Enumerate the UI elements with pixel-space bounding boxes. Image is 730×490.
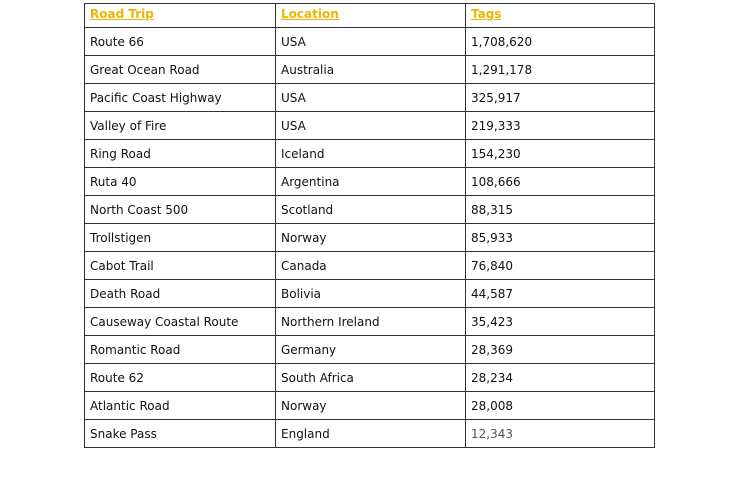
table-row	[85, 28, 655, 56]
cell-tags: 28,234	[466, 364, 655, 392]
column-header-road-trip: Road Trip	[85, 4, 276, 28]
cell-road-trip: Causeway Coastal Route	[85, 308, 276, 336]
cell-tags: 108,666	[466, 168, 655, 196]
table-row	[85, 224, 655, 252]
table-row	[85, 196, 655, 224]
cell-road-trip: Death Road	[85, 280, 276, 308]
cell-location: Northern Ireland	[276, 308, 466, 336]
cell-tags: 28,008	[466, 392, 655, 420]
cell-location: South Africa	[276, 364, 466, 392]
cell-location: Bolivia	[276, 280, 466, 308]
table-header-row	[85, 4, 655, 28]
cell-tags: 88,315	[466, 196, 655, 224]
cell-location: Scotland	[276, 196, 466, 224]
cell-tags: 154,230	[466, 140, 655, 168]
table-row	[85, 420, 655, 448]
cell-road-trip: Ruta 40	[85, 168, 276, 196]
cell-tags: 76,840	[466, 252, 655, 280]
cell-road-trip: North Coast 500	[85, 196, 276, 224]
cell-location: Norway	[276, 224, 466, 252]
cell-location: Argentina	[276, 168, 466, 196]
column-header-location: Location	[276, 4, 466, 28]
cell-tags: 44,587	[466, 280, 655, 308]
table-body	[85, 28, 655, 448]
table-row	[85, 336, 655, 364]
cell-location: USA	[276, 84, 466, 112]
cell-road-trip: Romantic Road	[85, 336, 276, 364]
cell-road-trip: Atlantic Road	[85, 392, 276, 420]
cell-tags: 85,933	[466, 224, 655, 252]
table-row	[85, 308, 655, 336]
table-row	[85, 392, 655, 420]
table-row	[85, 56, 655, 84]
table-row	[85, 112, 655, 140]
cell-location: Germany	[276, 336, 466, 364]
cell-road-trip: Route 66	[85, 28, 276, 56]
cell-road-trip: Great Ocean Road	[85, 56, 276, 84]
cell-tags: 219,333	[466, 112, 655, 140]
cell-tags: 35,423	[466, 308, 655, 336]
cell-road-trip: Cabot Trail	[85, 252, 276, 280]
table-row	[85, 364, 655, 392]
cell-tags: 28,369	[466, 336, 655, 364]
cell-location: England	[276, 420, 466, 448]
cell-tags: 12,343	[466, 420, 655, 448]
cell-tags: 1,708,620	[466, 28, 655, 56]
column-header-tags: Tags	[466, 4, 655, 28]
cell-location: Canada	[276, 252, 466, 280]
cell-location: Australia	[276, 56, 466, 84]
table-row	[85, 252, 655, 280]
cell-tags: 325,917	[466, 84, 655, 112]
cell-road-trip: Ring Road	[85, 140, 276, 168]
road-trip-table	[84, 3, 655, 448]
cell-road-trip: Route 62	[85, 364, 276, 392]
cell-tags: 1,291,178	[466, 56, 655, 84]
cell-road-trip: Pacific Coast Highway	[85, 84, 276, 112]
cell-location: Norway	[276, 392, 466, 420]
table-row	[85, 84, 655, 112]
cell-location: USA	[276, 112, 466, 140]
cell-location: USA	[276, 28, 466, 56]
cell-road-trip: Snake Pass	[85, 420, 276, 448]
cell-location: Iceland	[276, 140, 466, 168]
cell-road-trip: Trollstigen	[85, 224, 276, 252]
table-row	[85, 140, 655, 168]
table-row	[85, 168, 655, 196]
cell-road-trip: Valley of Fire	[85, 112, 276, 140]
table-row	[85, 280, 655, 308]
